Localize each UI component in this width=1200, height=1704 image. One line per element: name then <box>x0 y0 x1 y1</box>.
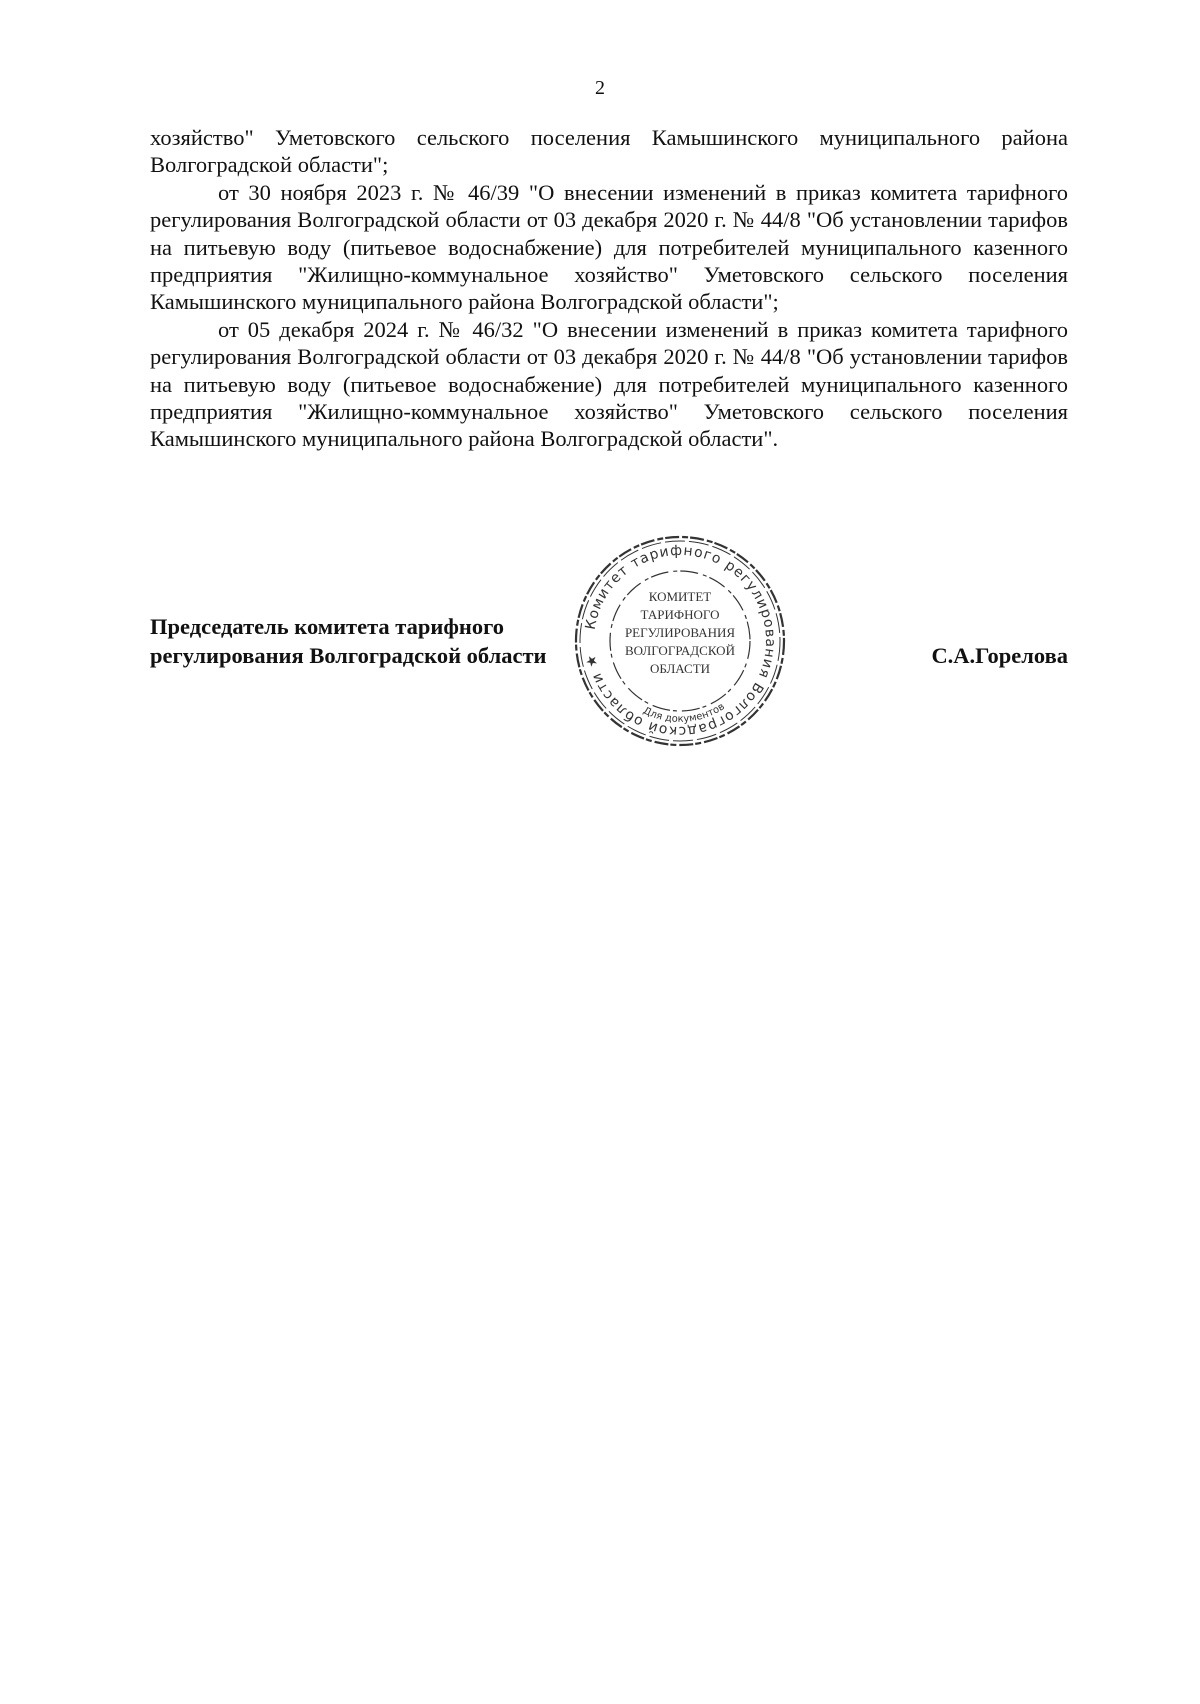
seal-center-line-3: РЕГУЛИРОВАНИЯ <box>624 625 736 640</box>
signer-title-line-2: регулирования Волгоградской области <box>150 643 547 668</box>
document-body <box>150 124 1068 453</box>
seal-center-line-2: ТАРИФНОГО <box>640 607 720 622</box>
seal-center-line-4: ВОЛГОГРАДСКОЙ <box>625 643 735 658</box>
seal-center-line-1: КОМИТЕТ <box>648 589 712 604</box>
paragraph-order-2023: от 30 ноября 2023 г. № 46/39 "О внесении изменений в приказ комитета тарифного регулирования Волгоградской области от 03 декабря 2020 г. № 44/8 "Об установлении тарифов на питьевую воду (питьевое водоснабжение) для потребителей муниципального казенного предприятия "Жилищно-коммунальное хозяйство" Уметовского сельского поселения Камышинского муниципального района Волгоградской области"; <box>150 179 1068 315</box>
paragraph-continuation: хозяйство" Уметовского сельского поселения Камышинского муниципального района Волгоградской области"; <box>150 125 1068 178</box>
seal-center-line-5: ОБЛАСТИ <box>649 661 711 676</box>
page-number: 2 <box>595 77 605 99</box>
official-seal <box>572 533 788 749</box>
signer-title <box>150 612 547 670</box>
seal-icon <box>572 533 788 749</box>
paragraph-order-2024: от 05 декабря 2024 г. № 46/32 "О внесении изменений в приказ комитета тарифного регулирования Волгоградской области от 03 декабря 2020 г. № 44/8 "Об установлении тарифов на питьевую воду (питьевое водоснабжение) для потребителей муниципального казенного предприятия "Жилищно-коммунальное хозяйство" Уметовского сельского поселения Камышинского муниципального района Волгоградской области". <box>150 316 1068 452</box>
signer-name: С.А.Горелова <box>931 643 1068 668</box>
seal-bottom-label: Для документов <box>641 701 727 725</box>
seal-outer-text: Комитет тарифного регулирования Волгоградской области ★ <box>582 542 779 740</box>
signer-title-line-1: Председатель комитета тарифного <box>150 614 505 639</box>
